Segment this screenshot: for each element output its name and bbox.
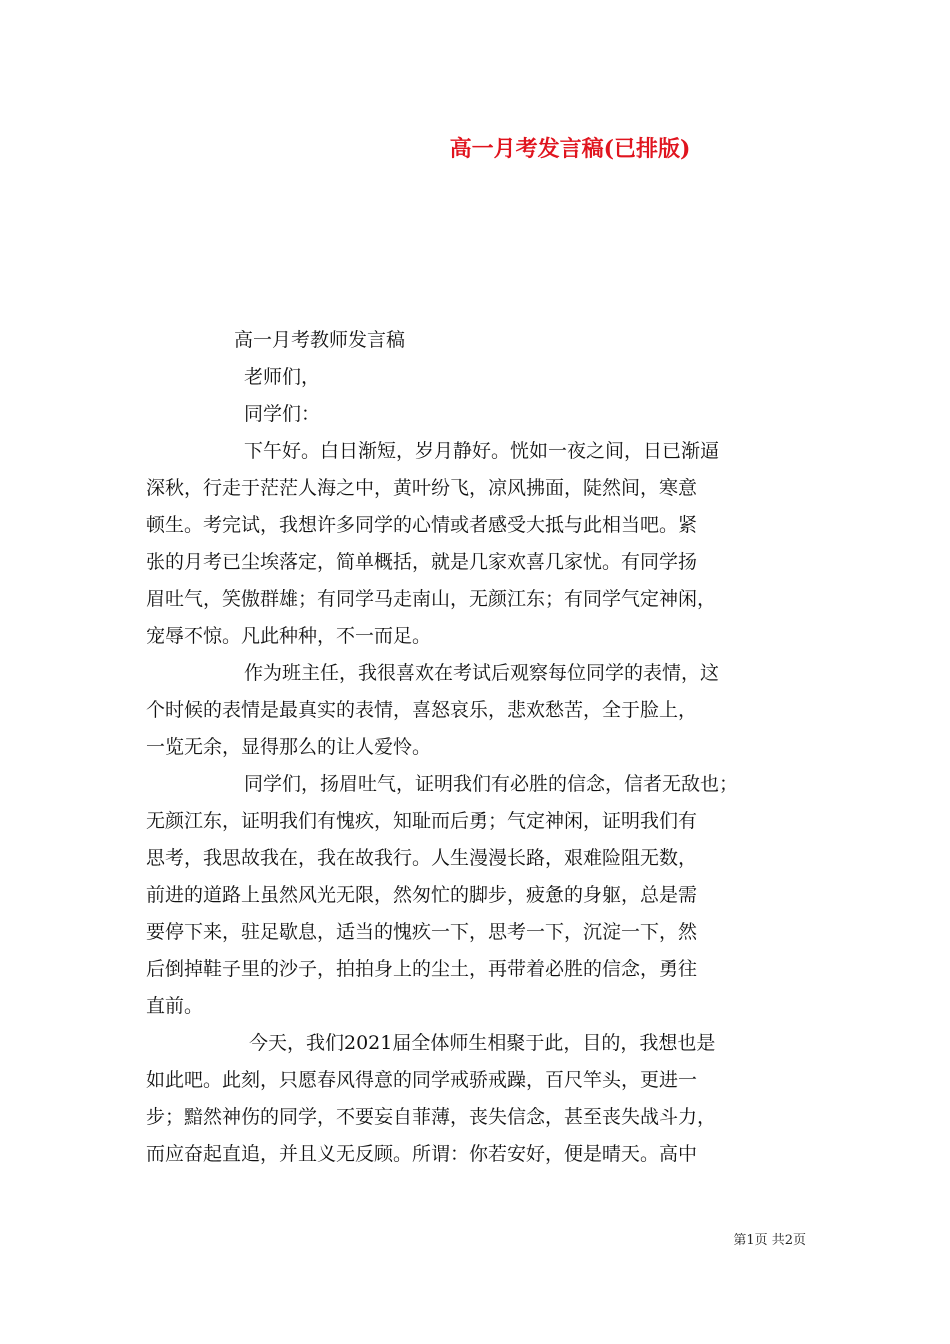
text-line: 如此吧。此刻，只愿春风得意的同学戒骄戒躁，百尺竿头，更进一 (146, 1069, 698, 1091)
text-line: 眉吐气，笑傲群雄；有同学马走南山，无颜江东；有同学气定神闲， (146, 588, 717, 610)
text-line: 个时候的表情是最真实的表情，喜怒哀乐，悲欢愁苦，全于脸上， (146, 699, 698, 721)
text-line: 顿生。考完试，我想许多同学的心情或者感受大抵与此相当吧。紧 (146, 514, 698, 536)
document-body (146, 322, 814, 1173)
text-line: 高一月考教师发言稿 (234, 329, 406, 351)
text-line: 作为班主任，我很喜欢在考试后观察每位同学的表情，这 (244, 662, 720, 684)
text-line: 而应奋起直追，并且义无反顾。所谓：你若安好，便是晴天。高中 (146, 1143, 698, 1165)
text-line: 同学们，扬眉吐气，证明我们有必胜的信念，信者无敌也； (244, 773, 739, 795)
text-line: 今天，我们2021届全体师生相聚于此，目的，我想也是 (249, 1032, 716, 1054)
text-line: 前进的道路上虽然风光无限，然匆忙的脚步，疲惫的身躯，总是需 (146, 884, 698, 906)
text-line: 张的月考已尘埃落定，简单概括，就是几家欢喜几家忧。有同学扬 (146, 551, 698, 573)
text-line: 无颜江东，证明我们有愧疚，知耻而后勇；气定神闲，证明我们有 (146, 810, 698, 832)
text-line: 思考，我思故我在，我在故我行。人生漫漫长路，艰难险阻无数， (146, 847, 698, 869)
text-line: 同学们： (244, 403, 321, 425)
text-line: 深秋，行走于茫茫人海之中，黄叶纷飞，凉风拂面，陡然间，寒意 (146, 477, 698, 499)
page-footer: 第1页 共2页 (733, 1233, 806, 1248)
text-line: 下午好。白日渐短，岁月静好。恍如一夜之间，日已渐逼 (244, 440, 720, 462)
text-line: 直前。 (146, 995, 204, 1017)
text-line: 宠辱不惊。凡此种种，不一而足。 (146, 625, 432, 647)
document-title: 高一月考发言稿(已排版) (449, 136, 691, 162)
text-line: 老师们， (244, 366, 321, 388)
text-line: 要停下来，驻足歇息，适当的愧疚一下，思考一下，沉淀一下，然 (146, 921, 698, 943)
text-line: 一览无余，显得那么的让人爱怜。 (146, 736, 432, 758)
text-line: 后倒掉鞋子里的沙子，拍拍身上的尘土，再带着必胜的信念，勇往 (146, 958, 698, 980)
text-line: 步；黯然神伤的同学，不要妄自菲薄，丧失信念，甚至丧失战斗力， (146, 1106, 717, 1128)
